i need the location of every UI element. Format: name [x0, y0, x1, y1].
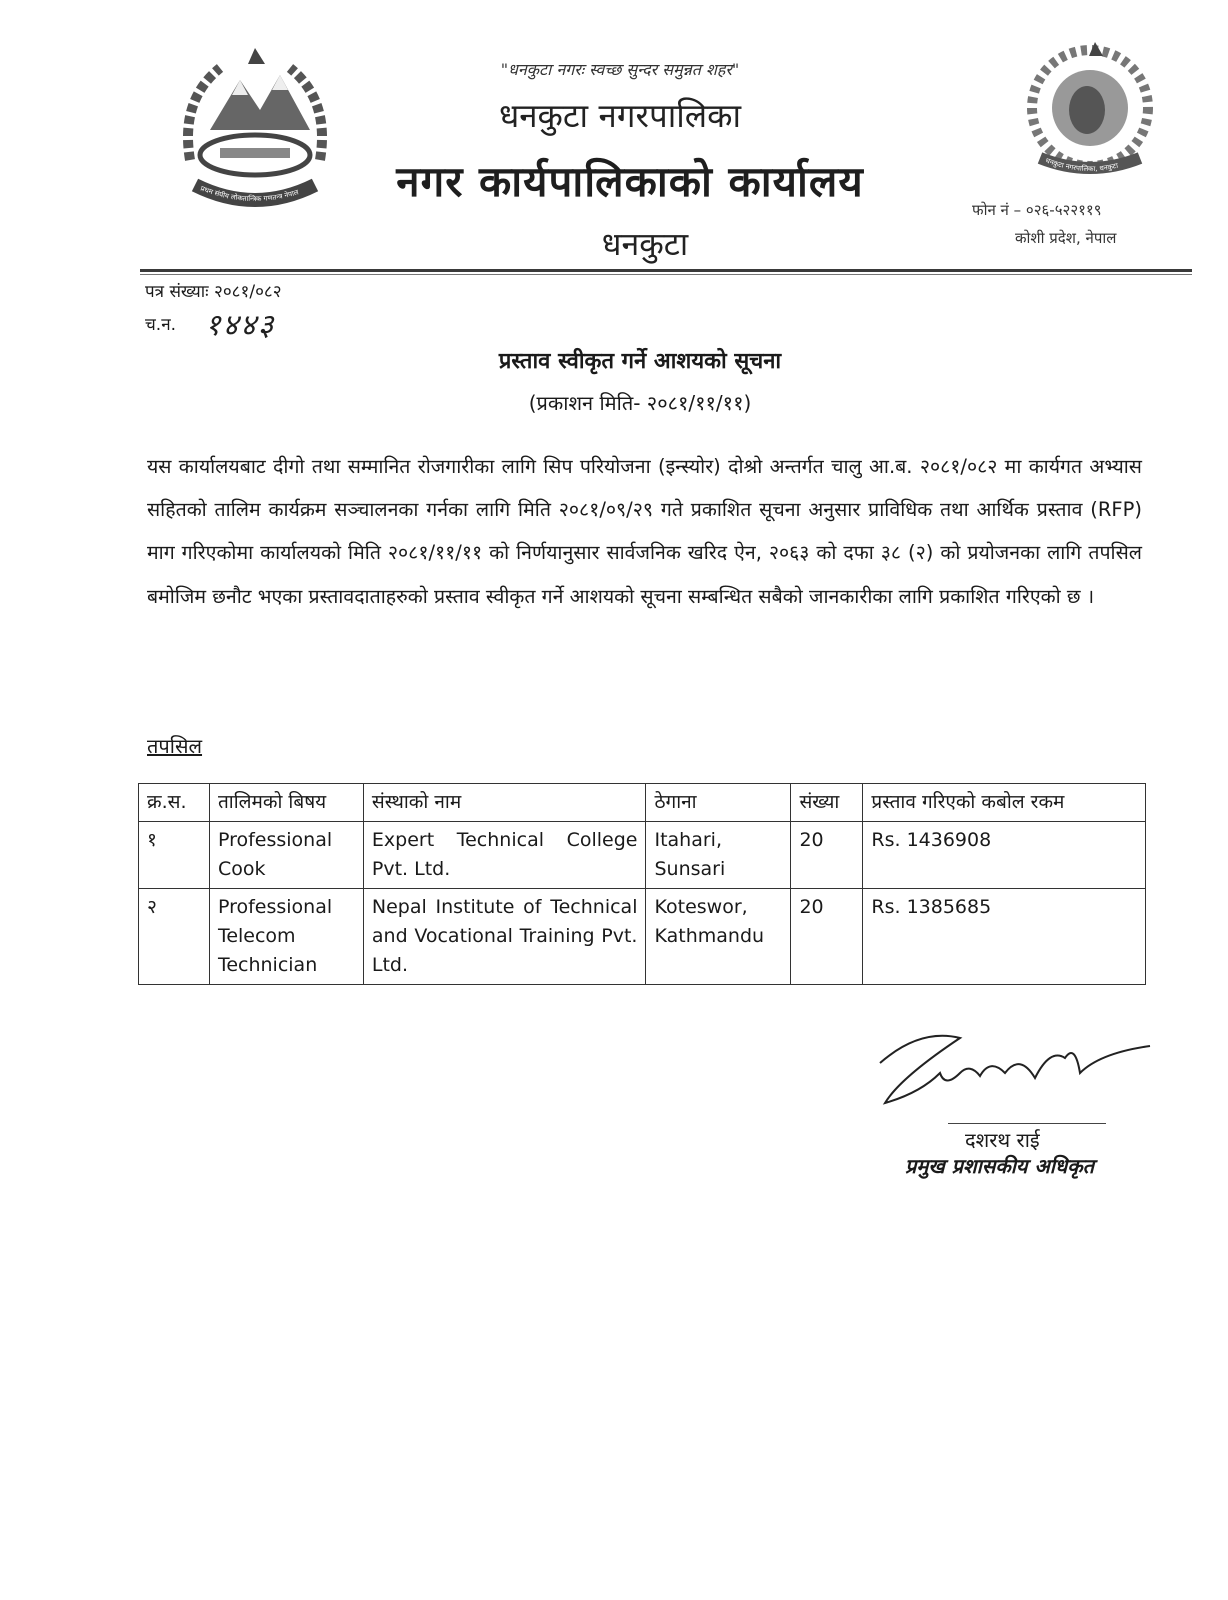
- nepal-emblem-logo: [160, 40, 350, 220]
- signatory-name: दशरथ राई: [965, 1128, 1040, 1152]
- details-heading: तपसिल: [147, 734, 203, 758]
- cell-count: 20: [791, 822, 863, 889]
- table-row: [139, 822, 1146, 889]
- municipality-seal-logo: [1015, 38, 1165, 188]
- header-subject: तालिमको बिषय: [209, 784, 363, 822]
- cell-subject: Professional Telecom Technician: [209, 889, 363, 985]
- header-divider-thin: [140, 274, 1192, 275]
- handwritten-signature: [860, 1018, 1160, 1128]
- dispatch-label: च.न.: [145, 315, 177, 335]
- cell-sn: २: [139, 889, 210, 985]
- cell-subject: Professional Cook: [209, 822, 363, 889]
- table-row: [139, 889, 1146, 985]
- cell-sn: १: [139, 822, 210, 889]
- cell-count: 20: [791, 889, 863, 985]
- province-address: कोशी प्रदेश, नेपाल: [1015, 229, 1117, 247]
- signature-line: [948, 1123, 1106, 1124]
- dispatch-number-handwritten: १४४३: [205, 308, 276, 343]
- notice-title: प्रस्ताव स्वीकृत गर्ने आशयको सूचना: [498, 349, 782, 374]
- header-address: ठेगाना: [646, 784, 791, 822]
- signatory-designation: प्रमुख प्रशासकीय अधिकृत: [905, 1154, 1094, 1178]
- letter-number: पत्र संख्याः २०८१/०८२: [145, 282, 282, 302]
- header-count: संख्या: [791, 784, 863, 822]
- cell-address: Itahari, Sunsari: [646, 822, 791, 889]
- city-name: धनकुटा: [601, 225, 689, 263]
- svg-text:प्रथम संघीय लोकतान्त्रिक गणतन्: प्रथम संघीय लोकतान्त्रिक गणतन्त्र नेपाल: [199, 184, 300, 204]
- selected-proposals-table: [138, 783, 1146, 985]
- notice-body: यस कार्यालयबाट दीगो तथा सम्मानित रोजगारीका लागि सिप परियोजना (इन्स्योर) दोश्रो अन्तर्गत चालु आ.ब. २०८१/०८२ मा कार्यगत अभ्यास सहितको तालिम कार्यक्रम सञ्चालनका गर्नका लागि मिति २०८१/०९/२९ गते प्रकाशित सूचना अनुसार प्राविधिक तथा आर्थिक प्रस्ताव (RFP) माग गरिएकोमा कार्यालयको मिति २०८१/११/११ को निर्णयानुसार सार्वजनिक खरिद ऐन, २०६३ को दफा ३८ (२) को प्रयोजनका लागि तपसिल बमोजिम छनौट भएका प्रस्तावदाताहरुको प्रस्ताव स्वीकृत गर्ने आशयको सूचना सम्बन्धित सबैको जानकारीका लागि प्रकाशित गरिएको छ ।: [147, 455, 1142, 608]
- cell-org: Expert Technical College Pvt. Ltd.: [363, 822, 646, 889]
- svg-text:धनकुटा नगरपालिका, धनकुटा: धनकुटा नगरपालिका, धनकुटा: [1044, 156, 1119, 174]
- cell-amount: Rs. 1436908: [863, 822, 1146, 889]
- cell-address: Koteswor, Kathmandu: [646, 889, 791, 985]
- municipality-name: धनकुटा नगरपालिका: [498, 96, 742, 135]
- cell-amount: Rs. 1385685: [863, 889, 1146, 985]
- phone-number: फोन नं – ०२६-५२२११९: [972, 201, 1102, 219]
- office-name: नगर कार्यपालिकाको कार्यालय: [396, 157, 864, 206]
- table-header-row: [139, 784, 1146, 822]
- header-divider: [140, 269, 1192, 272]
- cell-org: Nepal Institute of Technical and Vocational Training Pvt. Ltd.: [363, 889, 646, 985]
- publication-date: (प्रकाशन मिति- २०८१/११/११): [528, 391, 752, 415]
- header-amount: प्रस्ताव गरिएको कबोल रकम: [863, 784, 1146, 822]
- header-org: संस्थाको नाम: [363, 784, 646, 822]
- header-sn: क्र.स.: [139, 784, 210, 822]
- municipality-slogan: "धनकुटा नगरः स्वच्छ सुन्दर समुन्नत शहर": [500, 60, 740, 79]
